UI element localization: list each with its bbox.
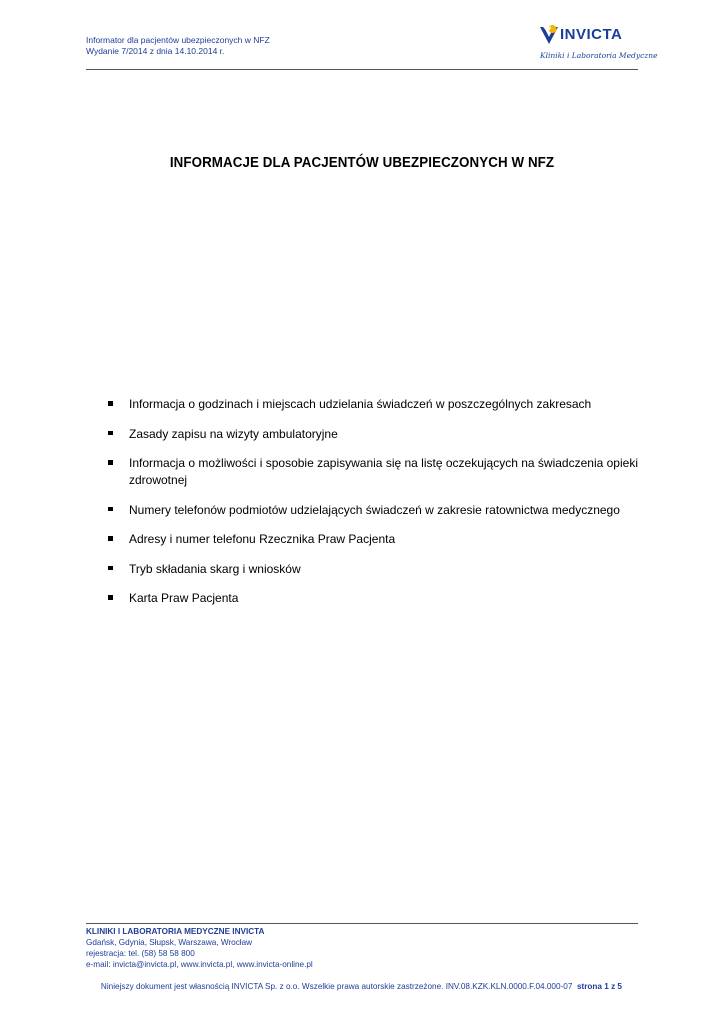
header-divider (86, 69, 638, 70)
page-number: strona 1 z 5 (576, 982, 622, 991)
square-bullet-icon (108, 401, 113, 406)
list-item (106, 590, 638, 607)
footer-divider (86, 923, 638, 924)
information-list (106, 396, 638, 620)
list-item-text: Numery telefonów podmiotów udzielających świadczeń w zakresie ratownictwa medycznego (129, 502, 620, 517)
list-item-text: Tryb składania skarg i wniosków (129, 561, 301, 576)
list-item (106, 561, 638, 578)
invicta-logo (535, 20, 658, 66)
copyright-text: Niniejszy dokument jest własnością INVICTA Sp. z o.o. Wszelkie prawa autorskie zastrzeżone. INV.08.KZK.KLN.0000.F.04.000-07 (100, 982, 573, 991)
header-edition-date: Wydanie 7/2014 z dnia 14.10.2014 r. (86, 46, 225, 56)
logo-tagline: Kliniki i Laboratoria Medyczne (540, 51, 658, 60)
square-bullet-icon (108, 460, 113, 465)
logo-name: INVICTA (560, 26, 623, 43)
list-item-text: Adresy i numer telefonu Rzecznika Praw Pacjenta (129, 532, 396, 546)
list-item (106, 455, 638, 489)
list-item-text: Informacja o możliwości i sposobie zapisywania się na listę oczekujących na świadczenia opieki zdrowotnej (129, 456, 638, 487)
list-item (106, 396, 638, 413)
list-item (106, 531, 638, 548)
header-publication-title: Informator dla pacjentów ubezpieczonych w NFZ (86, 35, 270, 45)
square-bullet-icon (108, 431, 113, 436)
footer-registration-phone: rejestracja: tel. (58) 58 58 800 (86, 949, 195, 958)
invicta-v-mark-icon (539, 24, 559, 46)
square-bullet-icon (108, 566, 113, 571)
list-item (106, 426, 638, 443)
square-bullet-icon (108, 507, 113, 512)
square-bullet-icon (108, 536, 113, 541)
footer-contact-links: e-mail: invicta@invicta.pl, www.invicta.pl, www.invicta-online.pl (86, 960, 313, 969)
square-bullet-icon (108, 595, 113, 600)
document-title: INFORMACJE DLA PACJENTÓW UBEZPIECZONYCH W NFZ (169, 155, 555, 171)
footer-cities: Gdańsk, Gdynia, Słupsk, Warszawa, Wrocław (86, 938, 253, 947)
list-item-text: Karta Praw Pacjenta (129, 591, 239, 605)
list-item-text: Informacja o godzinach i miejscach udzielania świadczeń w poszczególnych zakresach (129, 397, 592, 411)
footer-copyright-notice (0, 982, 622, 991)
document-header (86, 35, 270, 57)
footer-company-name: KLINIKI I LABORATORIA MEDYCZNE INVICTA (86, 927, 265, 936)
list-item (106, 502, 638, 519)
list-item-text: Zasady zapisu na wizyty ambulatoryjne (129, 426, 338, 441)
footer-contact (86, 926, 313, 970)
